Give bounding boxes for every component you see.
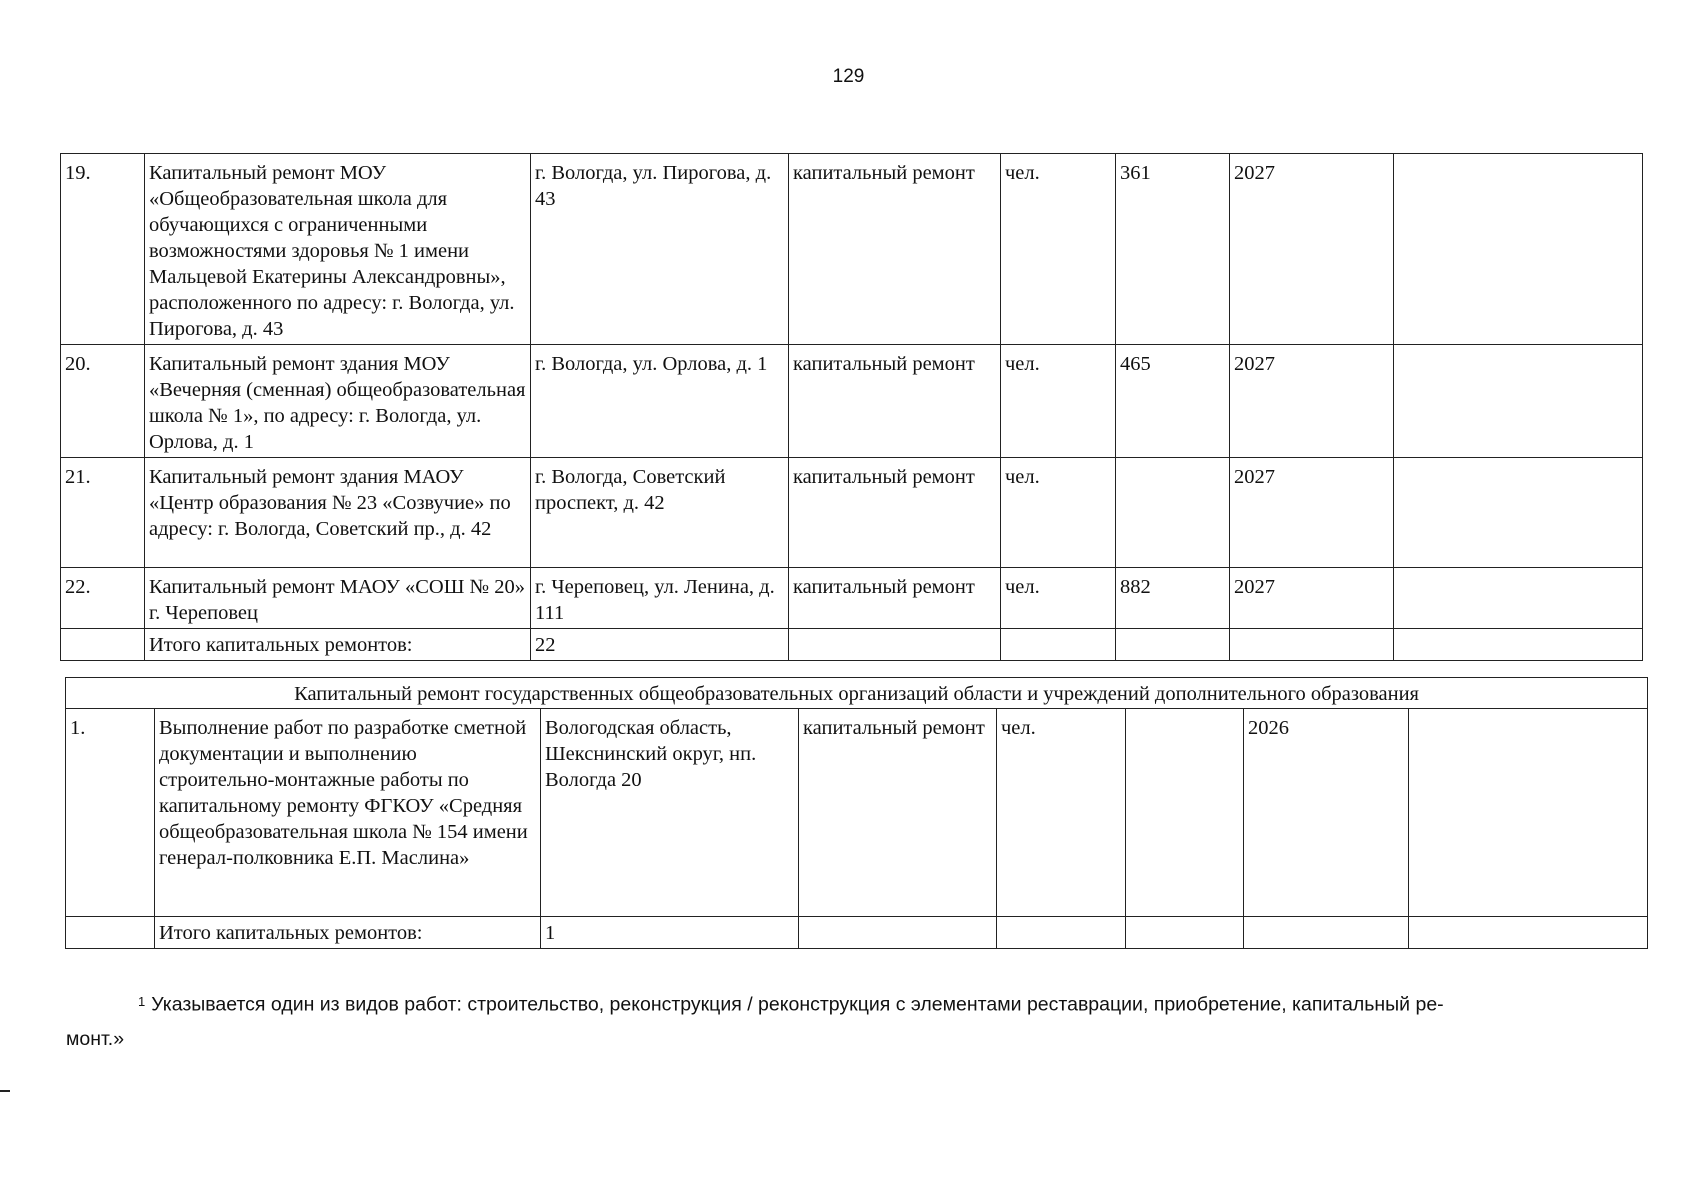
unit: чел.: [1001, 154, 1116, 345]
extra-cell: [1394, 568, 1643, 629]
unit: чел.: [1001, 458, 1116, 568]
total-empty: [1409, 917, 1648, 949]
table-row: [61, 345, 1643, 458]
capacity: 465: [1116, 345, 1230, 458]
section-title: Капитальный ремонт государственных общеобразовательных организаций области и учреждений дополнительного образования: [66, 678, 1648, 709]
total-value: 22: [531, 629, 789, 661]
capacity: 361: [1116, 154, 1230, 345]
total-label: Итого капитальных ремонтов:: [145, 629, 531, 661]
year: 2027: [1230, 154, 1394, 345]
total-row: [61, 629, 1643, 661]
section-header-row: [66, 678, 1648, 709]
footnote-text: Указывается один из видов работ: строительство, реконструкция / реконструкция с элементами реставрации, приобретение, капитальный ре-: [151, 993, 1444, 1016]
total-empty: [799, 917, 997, 949]
object-name: Капитальный ремонт здания МОУ «Вечерняя (сменная) общеобразовательная школа № 1», по адресу: г. Вологда, ул. Орлова, д. 1: [145, 345, 531, 458]
unit: чел.: [997, 709, 1126, 917]
total-spacer: [66, 917, 155, 949]
row-number: 1.: [66, 709, 155, 917]
capital-repair-table: [60, 153, 1643, 661]
row-number: 19.: [61, 154, 145, 345]
object-address: Вологодская область, Шекснинский округ, нп. Вологда 20: [541, 709, 799, 917]
work-type: капитальный ремонт: [789, 568, 1001, 629]
year: 2027: [1230, 568, 1394, 629]
year: 2026: [1244, 709, 1409, 917]
object-name: Капитальный ремонт МОУ «Общеобразовательная школа для обучающихся с ограниченными возможностями здоровья № 1 имени Мальцевой Екатерины Александровны», расположенного по адресу: г. Вологда, ул. Пирогова, д. 43: [145, 154, 531, 345]
total-empty: [1394, 629, 1643, 661]
total-empty: [1001, 629, 1116, 661]
object-address: г. Череповец, ул. Ленина, д. 111: [531, 568, 789, 629]
object-address: г. Вологда, ул. Орлова, д. 1: [531, 345, 789, 458]
capacity: [1126, 709, 1244, 917]
unit: чел.: [1001, 568, 1116, 629]
row-number: 20.: [61, 345, 145, 458]
object-name: Выполнение работ по разработке сметной документации и выполнению строительно-монтажные работы по капитальному ремонту ФГКОУ «Средняя общеобразовательная школа № 154 имени генерал-полковника Е.П. Маслина»: [155, 709, 541, 917]
row-number: 22.: [61, 568, 145, 629]
total-empty: [1116, 629, 1230, 661]
total-empty: [1244, 917, 1409, 949]
row-number: 21.: [61, 458, 145, 568]
object-address: г. Вологда, ул. Пирогова, д. 43: [531, 154, 789, 345]
table-row: [61, 154, 1643, 345]
total-spacer: [61, 629, 145, 661]
page-number: 129: [832, 66, 865, 87]
margin-mark: [0, 1090, 10, 1092]
total-value: 1: [541, 917, 799, 949]
table-row: [61, 568, 1643, 629]
state-schools-repair-table: [65, 677, 1648, 949]
table-row: [61, 458, 1643, 568]
footnote-mark: 1: [138, 994, 146, 1009]
total-row: [66, 917, 1648, 949]
extra-cell: [1409, 709, 1648, 917]
work-type: капитальный ремонт: [799, 709, 997, 917]
object-address: г. Вологда, Советский проспект, д. 42: [531, 458, 789, 568]
object-name: Капитальный ремонт здания МАОУ «Центр образования № 23 «Созвучие» по адресу: г. Вологда, Советский пр., д. 42: [145, 458, 531, 568]
footnote-continuation: монт.»: [66, 1027, 125, 1050]
unit: чел.: [1001, 345, 1116, 458]
object-name: Капитальный ремонт МАОУ «СОШ № 20» г. Череповец: [145, 568, 531, 629]
work-type: капитальный ремонт: [789, 458, 1001, 568]
footnote: [66, 982, 1648, 1056]
extra-cell: [1394, 345, 1643, 458]
extra-cell: [1394, 458, 1643, 568]
total-empty: [1230, 629, 1394, 661]
total-empty: [789, 629, 1001, 661]
year: 2027: [1230, 458, 1394, 568]
work-type: капитальный ремонт: [789, 345, 1001, 458]
capacity: [1116, 458, 1230, 568]
total-label: Итого капитальных ремонтов:: [155, 917, 541, 949]
total-empty: [1126, 917, 1244, 949]
total-empty: [997, 917, 1126, 949]
year: 2027: [1230, 345, 1394, 458]
table-row: [66, 709, 1648, 917]
extra-cell: [1394, 154, 1643, 345]
work-type: капитальный ремонт: [789, 154, 1001, 345]
capacity: 882: [1116, 568, 1230, 629]
